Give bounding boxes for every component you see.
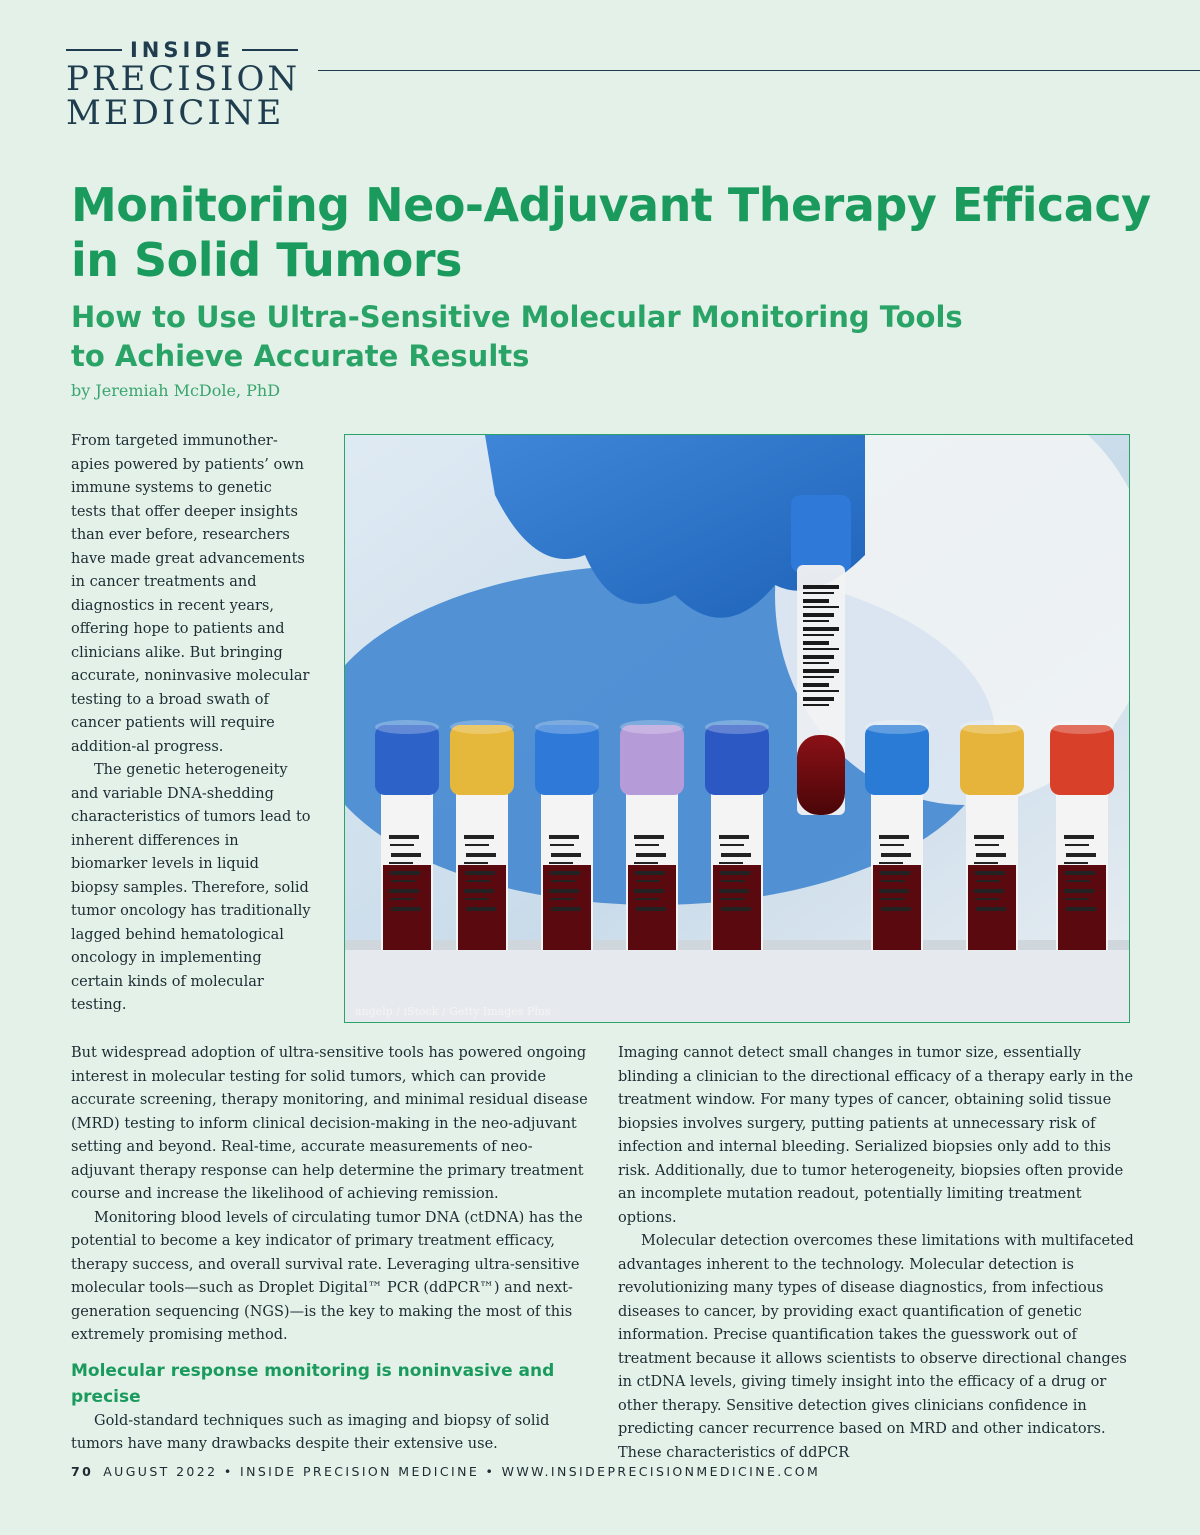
barcode-stripe <box>803 648 839 650</box>
barcode-stripe <box>803 634 834 636</box>
tube-7 <box>960 720 1024 950</box>
masthead-inside-text: INSIDE <box>129 38 235 62</box>
section-heading: Molecular response monitoring is noninvasive and precise <box>71 1360 555 1407</box>
barcode-stripe <box>803 683 829 687</box>
narrow-paragraph-1: From targeted immunother-apies powered by patients’ own immune systems to genetic tests that offer deeper insights than ever before, researchers have made great advancements in cancer treatments and diagnostics in recent years, offering hope to patients and clinicians alike. But bringing accurate, noninvasive molecular testing to a broad swath of cancer patients will require addition-al progress. <box>71 433 310 755</box>
barcode-stripe <box>803 641 829 645</box>
masthead-line1: PRECISION <box>66 59 301 99</box>
barcode-stripe <box>803 697 834 701</box>
footer-text: AUGUST 2022 • INSIDE PRECISION MEDICINE • WWW.INSIDEPRECISIONMEDICINE.COM <box>103 1464 821 1479</box>
left-paragraph-2: Monitoring blood levels of circulating tumor DNA (ctDNA) has the potential to become a key indicator of primary treatment efficacy, therapy success, and overall survival rate. Leveraging ultra-sensitive molecular tools—such as Droplet Digital™ PCR (ddPCR™) and next-generation sequencing (NGS)—is the key to making the most of this extremely promising method. <box>71 1209 583 1343</box>
masthead-rule-left <box>66 49 122 51</box>
held-tube <box>791 495 851 815</box>
blood-tubes-photo <box>344 434 1130 1023</box>
narrow-column <box>71 430 311 1018</box>
photo-illustration <box>345 435 1130 1023</box>
photo-credit: angelp / iStock / Getty Images Plus <box>355 1005 551 1018</box>
barcode-stripe <box>803 704 829 706</box>
page-footer <box>71 1464 820 1479</box>
barcode-stripe <box>803 585 839 589</box>
barcode-stripe <box>803 676 834 678</box>
narrow-paragraph-2: The genetic heterogeneity and variable DNA-shedding characteristics of tumors lead to inherent differences in biomarker levels in liquid biopsy samples. Therefore, solid tumor oncology has traditionally lagged behind hematological oncology in implementing certain kinds of molecular testing. <box>71 762 311 1013</box>
article-subtitle: How to Use Ultra-Sensitive Molecular Monitoring Tools to Achieve Accurate Results <box>71 300 963 373</box>
barcode-stripe <box>803 599 829 603</box>
right-paragraph-2: Molecular detection overcomes these limitations with multifaceted advantages inherent to the technology. Molecular detection is revolutionizing many types of disease diagnostics, from infectious diseases to cancer, by providing exact quantification of genetic information. Precise quantification takes the guesswork out of treatment because it allows scientists to observe directional changes in ctDNA levels, giving timely insight into the efficacy of a drug or other therapy. Sensitive detection gives clinicians confidence in predicting cancer recurrence based on MRD and other indicators. These characteristics of ddPCR <box>618 1233 1134 1461</box>
article-byline: by Jeremiah McDole, PhD <box>71 381 281 400</box>
tube-1 <box>375 720 439 950</box>
barcode-stripe <box>803 662 829 664</box>
barcode-stripe <box>803 620 829 622</box>
masthead-rule-right <box>242 49 298 51</box>
barcode-stripe <box>803 690 839 692</box>
barcode-stripe <box>803 606 839 608</box>
masthead-line2: MEDICINE <box>66 93 285 133</box>
tube-3 <box>535 720 599 950</box>
left-paragraph-3: Gold-standard techniques such as imaging and biopsy of solid tumors have many drawbacks despite their extensive use. <box>71 1412 550 1452</box>
header-divider <box>318 70 1200 71</box>
barcode-stripe <box>803 592 834 594</box>
tube-6 <box>865 720 929 950</box>
page-number: 70 <box>71 1464 94 1479</box>
tube-2 <box>450 720 514 950</box>
barcode-stripe <box>803 627 839 631</box>
tube-8 <box>1050 720 1114 950</box>
article-title: Monitoring Neo-Adjuvant Therapy Efficacy in Solid Tumors <box>71 178 1151 287</box>
right-paragraph-1: Imaging cannot detect small changes in tumor size, essentially blinding a clinician to the directional efficacy of a therapy early in the treatment window. For many types of cancer, obtaining solid tissue biopsies involves surgery, putting patients at unnecessary risk of infection and internal bleeding. Serialized biopsies only add to this risk. Additionally, due to tumor heterogeneity, biopsies often provide an incomplete mutation readout, potentially limiting treatment options. <box>618 1045 1134 1226</box>
barcode-stripe <box>803 613 834 617</box>
left-column <box>71 1042 591 1457</box>
tube-5 <box>705 720 769 950</box>
masthead-logo <box>66 38 301 133</box>
left-paragraph-1: But widespread adoption of ultra-sensitive tools has powered ongoing interest in molecular testing for solid tumors, which can provide accurate screening, therapy monitoring, and minimal residual disease (MRD) testing to inform clinical decision-making in the neo-adjuvant setting and beyond. Real-time, accurate measurements of neo-adjuvant therapy response can help determine the primary treatment course and increase the likelihood of achieving remission. <box>71 1045 588 1202</box>
barcode-stripe <box>803 669 839 673</box>
barcode-stripe <box>803 655 834 659</box>
right-column <box>618 1042 1138 1465</box>
tube-4 <box>620 720 684 950</box>
